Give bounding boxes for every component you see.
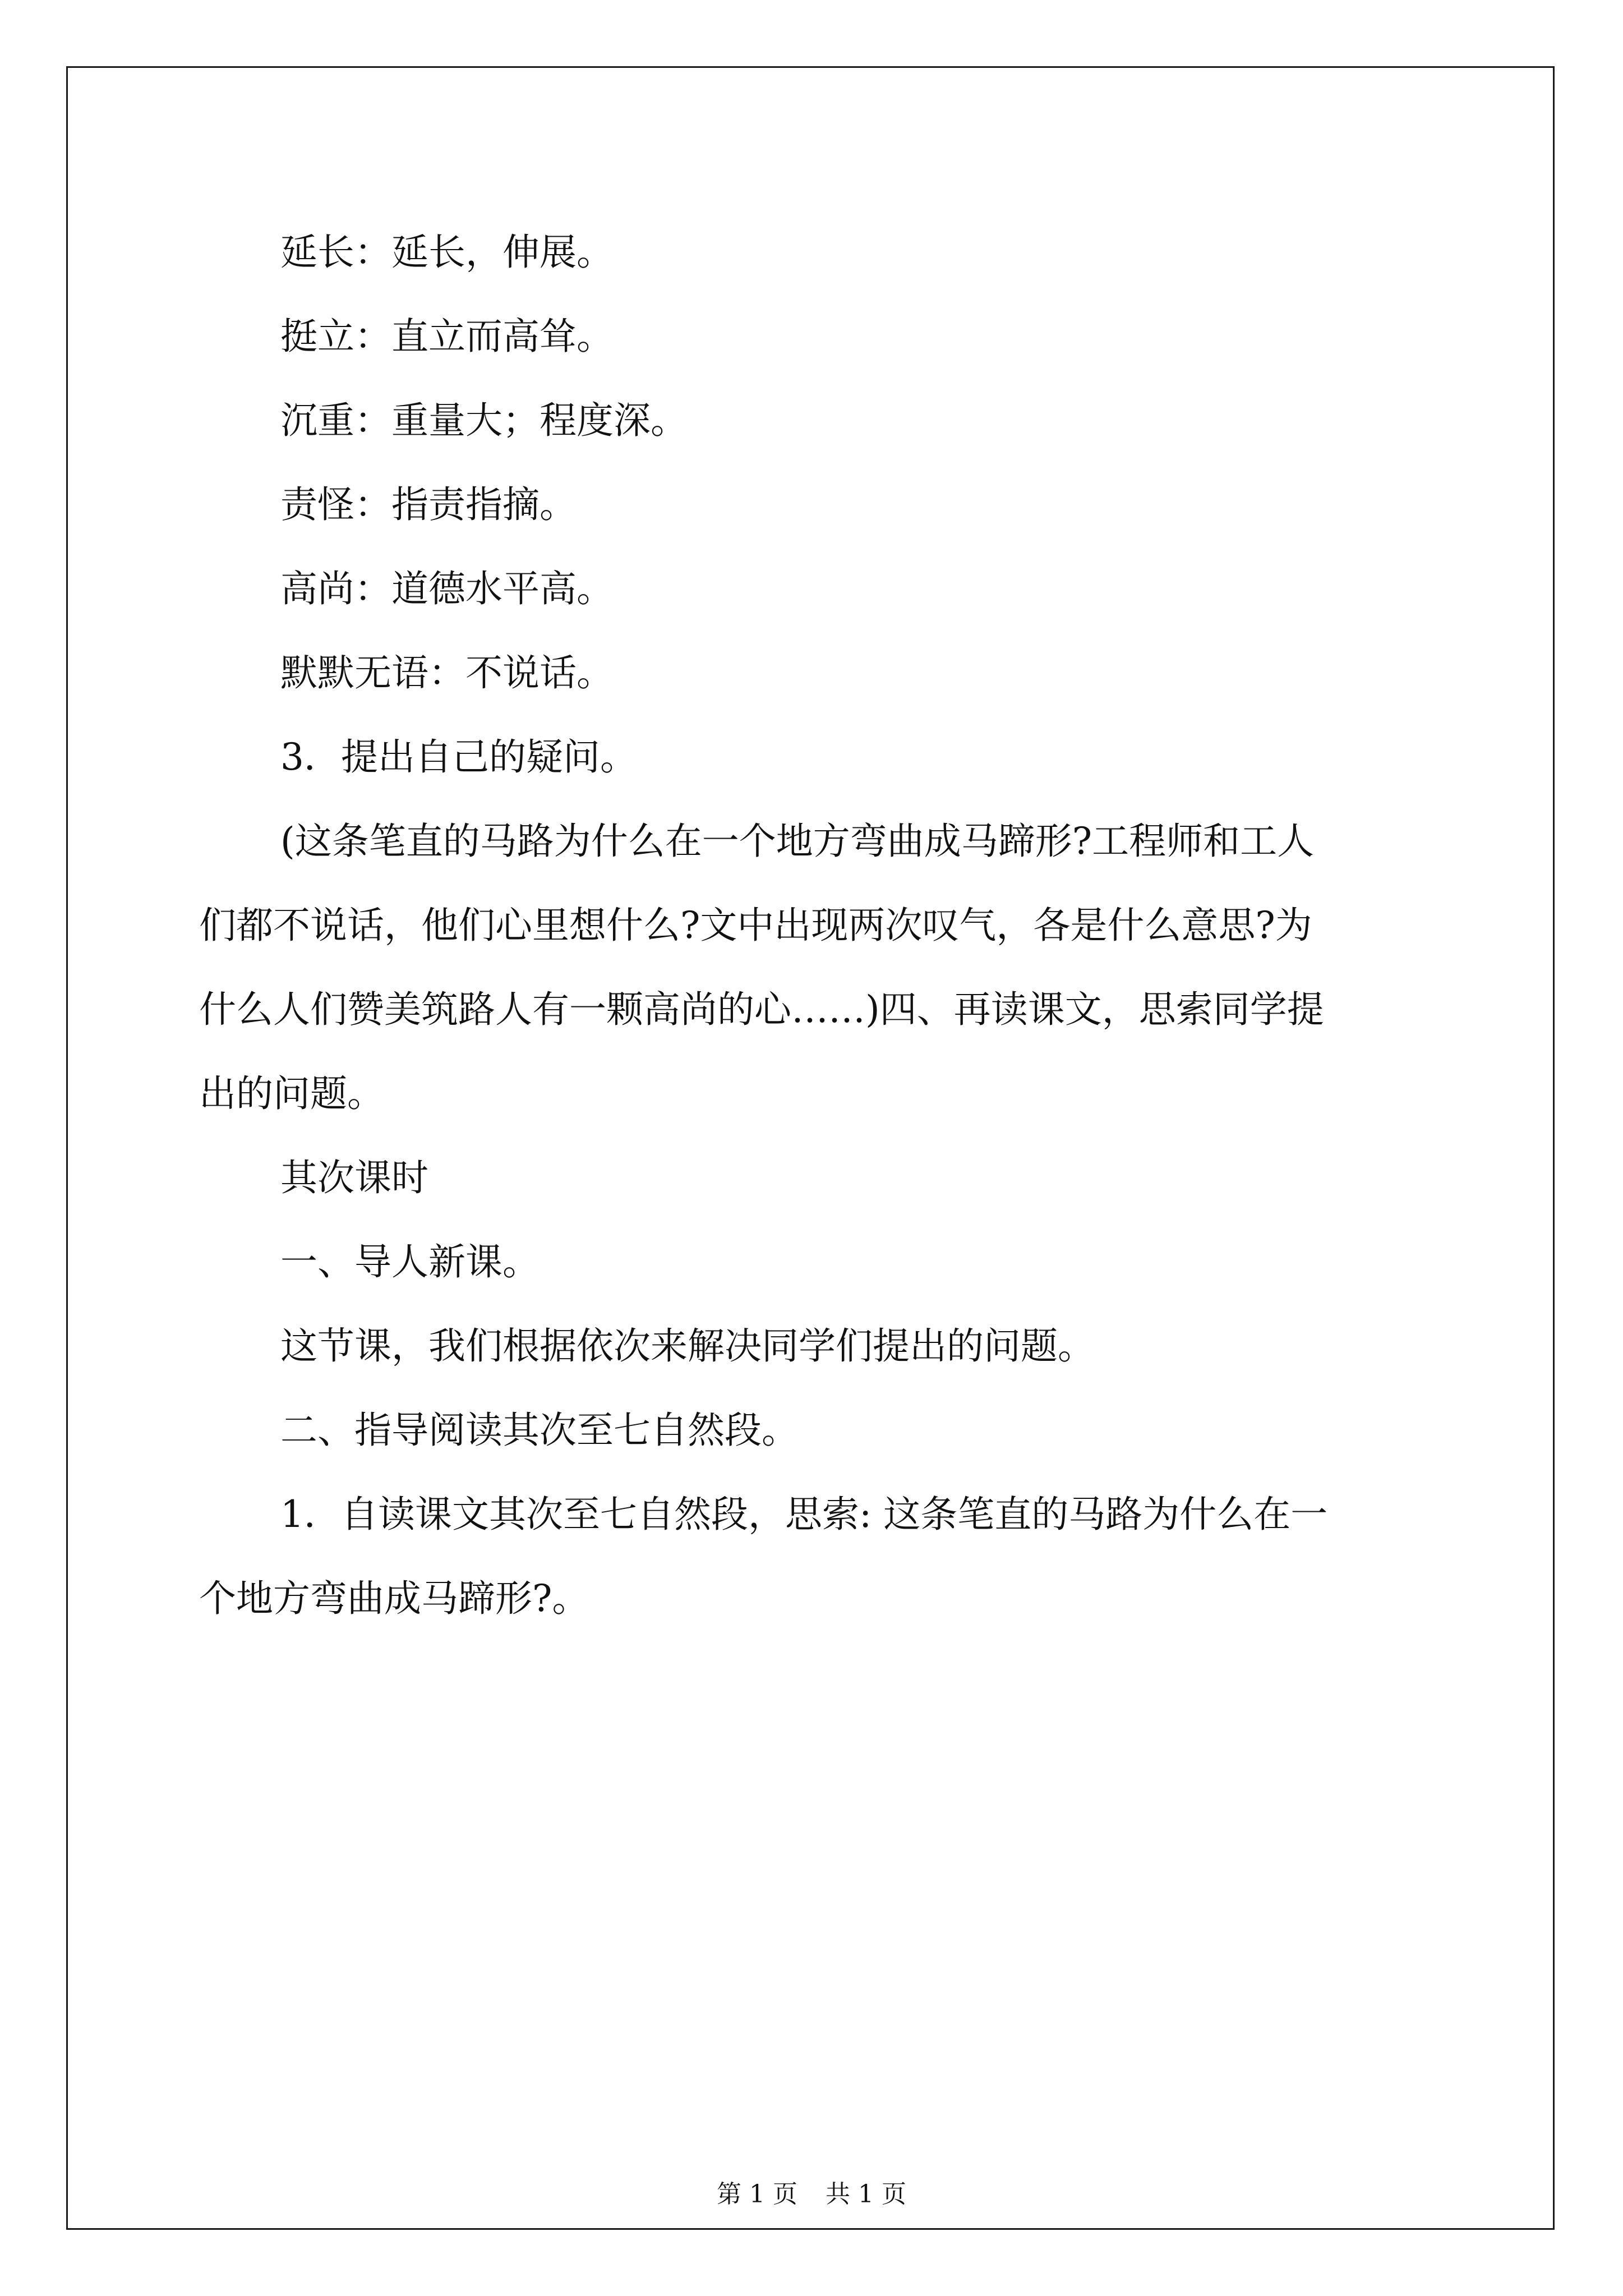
paragraph-line: 二、指导阅读其次至七自然段。 — [280, 1409, 799, 1452]
paragraph-line: 个地方弯曲成马蹄形?。 — [199, 1577, 589, 1620]
paragraph-line: 这节课，我们根据依次来解决同学们提出的问题。 — [280, 1324, 1095, 1368]
paragraph-line: 什么人们赞美筑路人有一颗高尚的心……)四、再读课文，思索同学提 — [199, 988, 1324, 1031]
page-border — [66, 66, 1555, 2230]
page-total: 共 1 页 — [826, 2180, 906, 2208]
paragraph-line: 们都不说话，他们心里想什么?文中出现两次叹气，各是什么意思?为 — [199, 904, 1312, 947]
paragraph-line: 3．提出自己的疑问。 — [280, 735, 637, 779]
page-footer — [0, 2178, 1623, 2211]
section-heading: 其次课时 — [280, 1156, 428, 1199]
paragraph-line: (这条笔直的马路为什么在一个地方弯曲成马蹄形?工程师和工人 — [280, 820, 1315, 863]
paragraph-line: 出的问题。 — [199, 1072, 384, 1115]
paragraph-line: 默默无语：不说话。 — [280, 651, 614, 694]
paragraph-line: 高尚：道德水平高。 — [280, 567, 614, 610]
paragraph-line: 责怪：指责指摘。 — [280, 483, 577, 526]
paragraph-line: 1．自读课文其次至七自然段，思索: 这条笔直的马路为什么在一 — [280, 1493, 1328, 1536]
paragraph-line: 一、导人新课。 — [280, 1240, 540, 1283]
paragraph-line: 挺立：直立而高耸。 — [280, 315, 614, 358]
paragraph-line: 沉重：重量大；程度深。 — [280, 399, 688, 442]
page-number: 第 1 页 — [717, 2180, 797, 2208]
paragraph-line: 延长：延长，伸展。 — [280, 231, 614, 274]
